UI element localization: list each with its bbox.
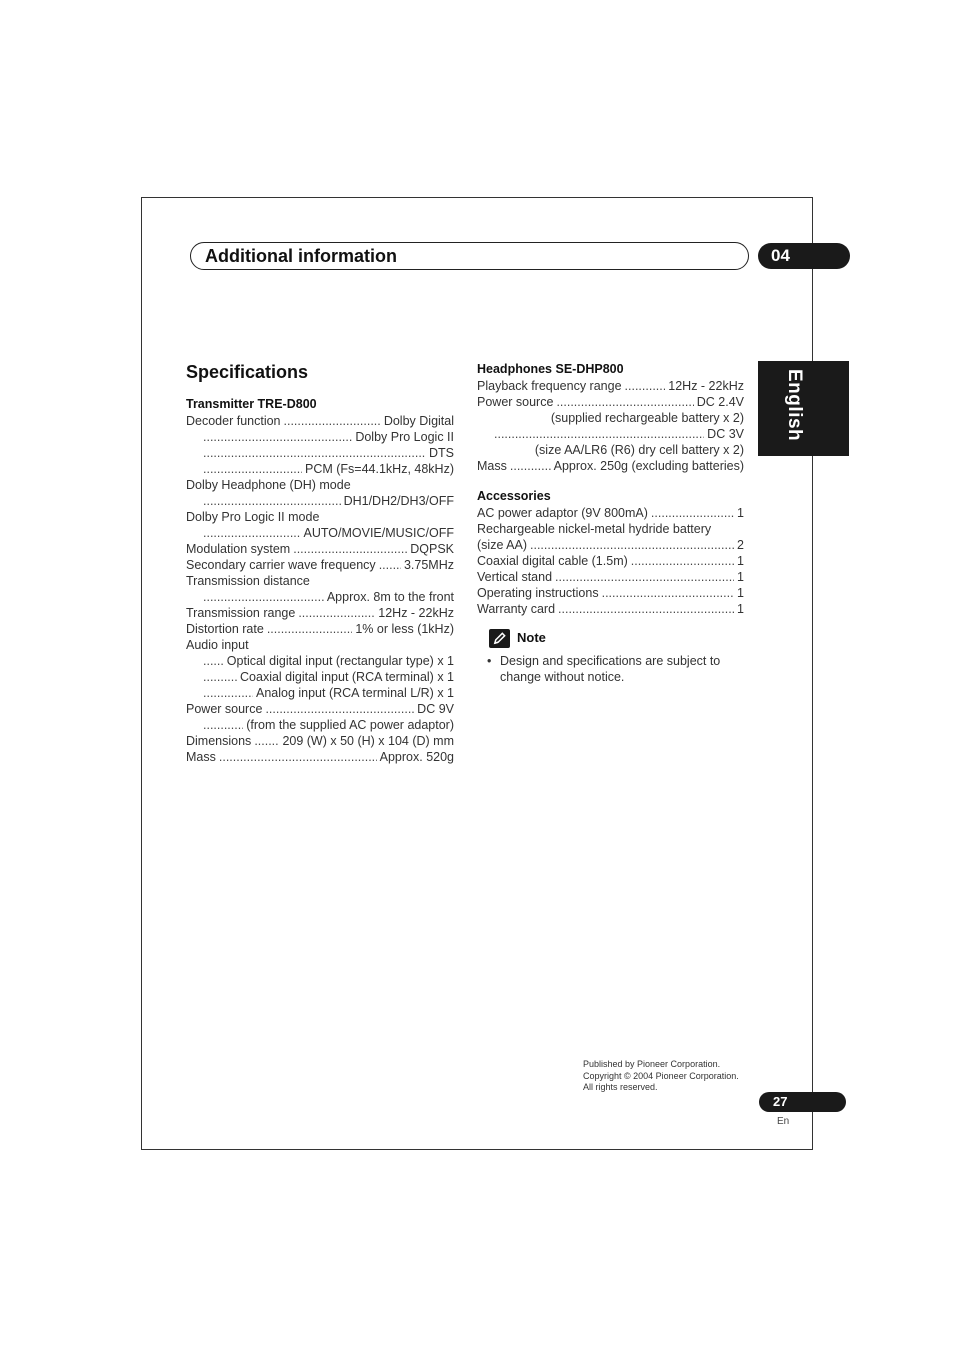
note-header [477, 627, 744, 649]
spec-value: Optical digital input (rectangular type) x 1 [226, 654, 454, 668]
spec-row [477, 426, 744, 442]
spec-row [477, 458, 744, 474]
spec-value: 3.75MHz [403, 558, 454, 572]
spec-row [477, 505, 744, 521]
spec-value: Dolby Digital [383, 414, 454, 428]
leader-dots [203, 461, 302, 477]
spec-label: Secondary carrier wave frequency [186, 558, 376, 572]
note-text: Design and specifications are subject to change without notice. [500, 654, 721, 684]
note-item [477, 653, 744, 685]
leader-dots [625, 378, 666, 394]
spec-value: 1% or less (1kHz) [355, 622, 454, 636]
spec-row [477, 410, 744, 426]
spec-value: DQPSK [410, 542, 454, 556]
spec-row [186, 605, 454, 621]
spec-label: Dimensions [186, 734, 252, 748]
spec-label: Operating instructions [477, 586, 599, 600]
spec-row [477, 601, 744, 617]
leader-dots [203, 429, 352, 445]
publisher-line: Published by Pioneer Corporation. [583, 1059, 721, 1069]
spec-label: Power source [477, 395, 554, 409]
spec-row [186, 429, 454, 445]
leader-dots [631, 553, 734, 569]
leader-dots [530, 537, 734, 553]
spec-value: Approx. 520g [379, 750, 454, 764]
right-column [477, 360, 744, 685]
spec-row [477, 394, 744, 410]
leader-dots [203, 445, 426, 461]
spec-row [186, 525, 454, 541]
language-tab [758, 361, 849, 456]
spec-label: Modulation system [186, 542, 291, 556]
page-number: 27 [773, 1094, 788, 1109]
spec-row [186, 685, 454, 701]
spec-row: Rechargeable nickel-metal hydride battery [477, 522, 712, 536]
spec-value: Dolby Pro Logic II [355, 430, 454, 444]
spec-label: Decoder function [186, 414, 281, 428]
spec-value: DTS [429, 446, 454, 460]
left-column [186, 360, 454, 765]
spec-value: DH1/DH2/DH3/OFF [343, 494, 454, 508]
transmitter-heading: Transmitter TRE-D800 [186, 397, 317, 411]
spec-value: (supplied rechargeable battery x 2) [550, 411, 744, 425]
leader-dots [254, 733, 279, 749]
spec-value: PCM (Fs=44.1kHz, 48kHz) [305, 462, 454, 476]
copyright-line: Copyright © 2004 Pioneer Corporation. [583, 1070, 739, 1081]
spec-value: 1 [737, 586, 744, 600]
headphones-spec-list [477, 378, 744, 474]
spec-row [186, 653, 454, 669]
spec-label: Power source [186, 702, 263, 716]
leader-dots [265, 701, 414, 717]
spec-label: (size AA) [477, 538, 528, 552]
leader-dots [293, 541, 407, 557]
headphones-heading: Headphones SE-DHP800 [477, 362, 624, 376]
leader-dots [602, 585, 734, 601]
spec-value: 12Hz - 22kHz [668, 379, 744, 393]
accessories-heading: Accessories [477, 489, 551, 503]
leader-dots [284, 413, 381, 429]
publisher-info [583, 1059, 739, 1094]
language-label: English [784, 369, 805, 442]
leader-dots [651, 505, 734, 521]
spec-row [477, 378, 744, 394]
spec-label: Vertical stand [477, 570, 553, 584]
leader-dots [556, 394, 693, 410]
spec-value: 1 [737, 602, 744, 616]
section-title: Additional information [205, 246, 397, 266]
note-bullet: • [487, 654, 492, 668]
leader-dots [203, 493, 341, 509]
spec-row [477, 537, 744, 553]
leader-dots [558, 601, 734, 617]
spec-row: Audio input [186, 638, 249, 652]
spec-row [186, 445, 454, 461]
spec-label: Transmission range [186, 606, 296, 620]
spec-row [186, 493, 454, 509]
leader-dots [203, 717, 243, 733]
spec-value: DC 2.4V [696, 395, 744, 409]
spec-value: 209 (W) x 50 (H) x 104 (D) mm [282, 734, 454, 748]
spec-row [186, 717, 454, 733]
page-language: En [777, 1116, 790, 1127]
leader-dots [203, 669, 237, 685]
chapter-number: 04 [771, 246, 790, 265]
spec-label: Distortion rate [186, 622, 264, 636]
spec-row [477, 569, 744, 585]
spec-row [186, 541, 454, 557]
leader-dots [203, 525, 301, 541]
spacer [477, 474, 744, 487]
spec-value: 2 [737, 538, 744, 552]
spec-row [186, 733, 454, 749]
leader-dots [298, 605, 375, 621]
spec-row: Dolby Headphone (DH) mode [186, 478, 351, 492]
spec-row [186, 749, 454, 765]
page-number-badge [759, 1092, 846, 1112]
spec-value: 1 [737, 506, 744, 520]
spec-row [186, 557, 454, 573]
spec-value: 12Hz - 22kHz [378, 606, 454, 620]
spec-row: Dolby Pro Logic II mode [186, 510, 320, 524]
spec-row [477, 442, 744, 458]
chapter-badge [758, 243, 850, 269]
spec-row: Transmission distance [186, 574, 310, 588]
spec-value: Approx. 8m to the front [326, 590, 454, 604]
note-pencil-icon [489, 629, 510, 648]
spec-row [186, 701, 454, 717]
spec-value: 1 [737, 554, 744, 568]
spec-row [477, 585, 744, 601]
spec-row [186, 621, 454, 637]
spec-label: Mass [186, 750, 216, 764]
leader-dots [555, 569, 734, 585]
spec-row [186, 413, 454, 429]
leader-dots [203, 685, 253, 701]
leader-dots [494, 426, 704, 442]
spec-label: Warranty card [477, 602, 556, 616]
spec-row [477, 553, 744, 569]
accessories-list [477, 505, 744, 617]
spec-value: Coaxial digital input (RCA terminal) x 1 [240, 670, 454, 684]
leader-dots [379, 557, 401, 573]
spec-value: (size AA/LR6 (R6) dry cell battery x 2) [534, 443, 744, 457]
section-header [190, 242, 749, 270]
rights-line: All rights reserved. [583, 1082, 658, 1092]
leader-dots [267, 621, 353, 637]
note-label: Note [517, 630, 546, 645]
leader-dots [203, 653, 224, 669]
spec-row [186, 589, 454, 605]
spec-label: Playback frequency range [477, 379, 622, 393]
spec-row [186, 461, 454, 477]
leader-dots [203, 589, 324, 605]
spec-label: Mass [477, 459, 507, 473]
spec-label: Coaxial digital cable (1.5m) [477, 554, 628, 568]
spec-value: AUTO/MOVIE/MUSIC/OFF [303, 526, 454, 540]
leader-dots [219, 749, 377, 765]
spec-value: 1 [737, 570, 744, 584]
spec-value: Analog input (RCA terminal L/R) x 1 [255, 686, 454, 700]
spec-value: DC 3V [707, 427, 744, 441]
specifications-title: Specifications [186, 362, 309, 382]
spec-value: Approx. 250g (excluding batteries) [553, 459, 744, 473]
spec-label: AC power adaptor (9V 800mA) [477, 506, 648, 520]
spec-value: (from the supplied AC power adaptor) [246, 718, 454, 732]
leader-dots [510, 458, 551, 474]
transmitter-spec-list [186, 413, 454, 765]
spec-value: DC 9V [417, 702, 454, 716]
spec-row [186, 669, 454, 685]
